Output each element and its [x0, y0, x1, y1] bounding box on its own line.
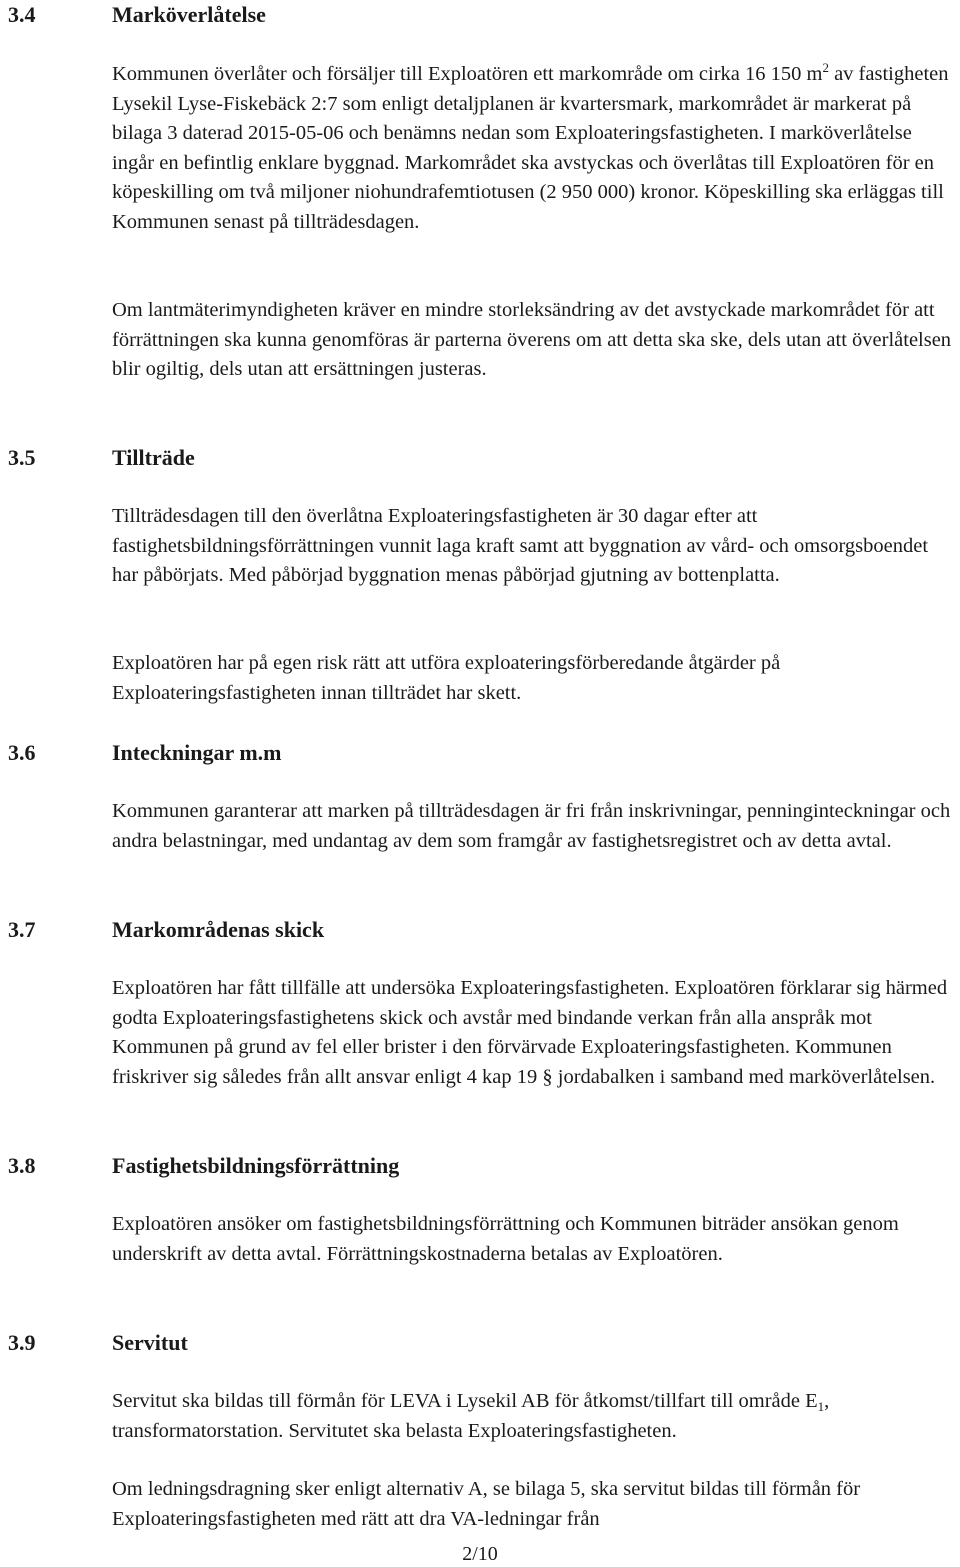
section-heading-3-6: [8, 738, 282, 768]
section-number: 3.6: [8, 740, 36, 765]
page-number: 2/10: [462, 1543, 498, 1565]
paragraph-3-5-2: Exploatören har på egen risk rätt att utföra exploateringsförberedande åtgärder på Exploateringsfastigheten innan tillträdet har skett.: [112, 652, 781, 704]
paragraph-text: , transformatorstation. Servitutet ska belasta Exploateringsfastigheten.: [112, 1390, 830, 1442]
section-heading-3-8: [8, 1151, 399, 1181]
paragraph-3-9-1: [112, 1387, 957, 1446]
section-title: Markområdenas skick: [112, 917, 325, 942]
section-title: Inteckningar m.m: [112, 740, 282, 765]
section-number: 3.9: [8, 1330, 36, 1355]
section-heading-3-4: [8, 0, 266, 30]
section-title: Fastighetsbildningsförrättning: [112, 1153, 400, 1178]
paragraph-3-4-1: [112, 60, 957, 238]
section-title: Servitut: [112, 1330, 188, 1355]
section-number: 3.8: [8, 1153, 36, 1178]
section-title: Tillträde: [112, 445, 195, 470]
paragraph-text: Kommunen överlåter och försäljer till Exploatören ett markområde om cirka 16 150 m: [112, 63, 823, 85]
section-heading-3-7: [8, 915, 324, 945]
paragraph-3-5-1: Tillträdesdagen till den överlåtna Exploateringsfastigheten är 30 dagar efter att fastighetsbildningsförrättningen vunnit laga kraft samt att byggnation av vård- och omsorgsboendet har påbörjats. Med påbörjad byggnation menas påbörjad gjutning av bottenplatta.: [112, 505, 929, 587]
section-heading-3-9: [8, 1328, 188, 1358]
paragraph-3-8-1: Exploatören ansöker om fastighetsbildningsförrättning och Kommunen biträder ansökan genom underskrift av detta avtal. Förrättningskostnaderna betalas av Exploatören.: [112, 1213, 899, 1265]
subscript: 1: [817, 1399, 825, 1414]
paragraph-text: Servitut ska bildas till förmån för LEVA i Lysekil AB för åtkomst/tillfart till område E: [112, 1390, 818, 1412]
section-heading-3-5: [8, 443, 195, 473]
paragraph-3-4-2: Om lantmäterimyndigheten kräver en mindre storleksändring av det avstyckade markområdet för att förrättningen ska kunna genomföras är parterna överens om att detta ska ske, dels utan att överlåtelsen blir ogiltig, dels utan att ersättningen justeras.: [112, 299, 952, 381]
section-title: Marköverlåtelse: [112, 2, 266, 27]
section-number: 3.7: [8, 917, 36, 942]
section-number: 3.4: [8, 2, 36, 27]
paragraph-text: av fastigheten Lysekil Lyse-Fiskebäck 2:7 som enligt detaljplanen är kvartersmark, markområdet är markerat på bilaga 3 daterad 2015-05-06 och benämns nedan som Exploateringsfastigheten. I marköverlåtelse ingår en befintlig enklare byggnad. Markområdet ska avstyckas och överlåtas till Exploatören för en köpeskilling om två miljoner niohundrafemtiotusen (2 950 000) kronor. Köpeskilling ska erläggas till Kommunen senast på tillträdesdagen.: [112, 63, 949, 233]
superscript: 2: [822, 60, 829, 75]
paragraph-3-7-1: Exploatören har fått tillfälle att undersöka Exploateringsfastigheten. Exploatören förklarar sig härmed godta Exploateringsfastighetens skick och avstår med bindande verkan från alla anspråk mot Kommunen på grund av fel eller brister i den förvärvade Exploateringsfastigheten. Kommunen friskriver sig således från allt ansvar enligt 4 kap 19 § jordabalken i samband med marköverlåtelsen.: [112, 977, 948, 1088]
section-number: 3.5: [8, 445, 36, 470]
paragraph-3-9-2: Om ledningsdragning sker enligt alternativ A, se bilaga 5, ska servitut bildas till förmån för Exploateringsfastigheten med rätt att dra VA-ledningar från: [112, 1478, 861, 1530]
paragraph-3-6-1: Kommunen garanterar att marken på tillträdesdagen är fri från inskrivningar, penninginteckningar och andra belastningar, med undantag av dem som framgår av fastighetsregistret och av detta avtal.: [112, 800, 951, 852]
